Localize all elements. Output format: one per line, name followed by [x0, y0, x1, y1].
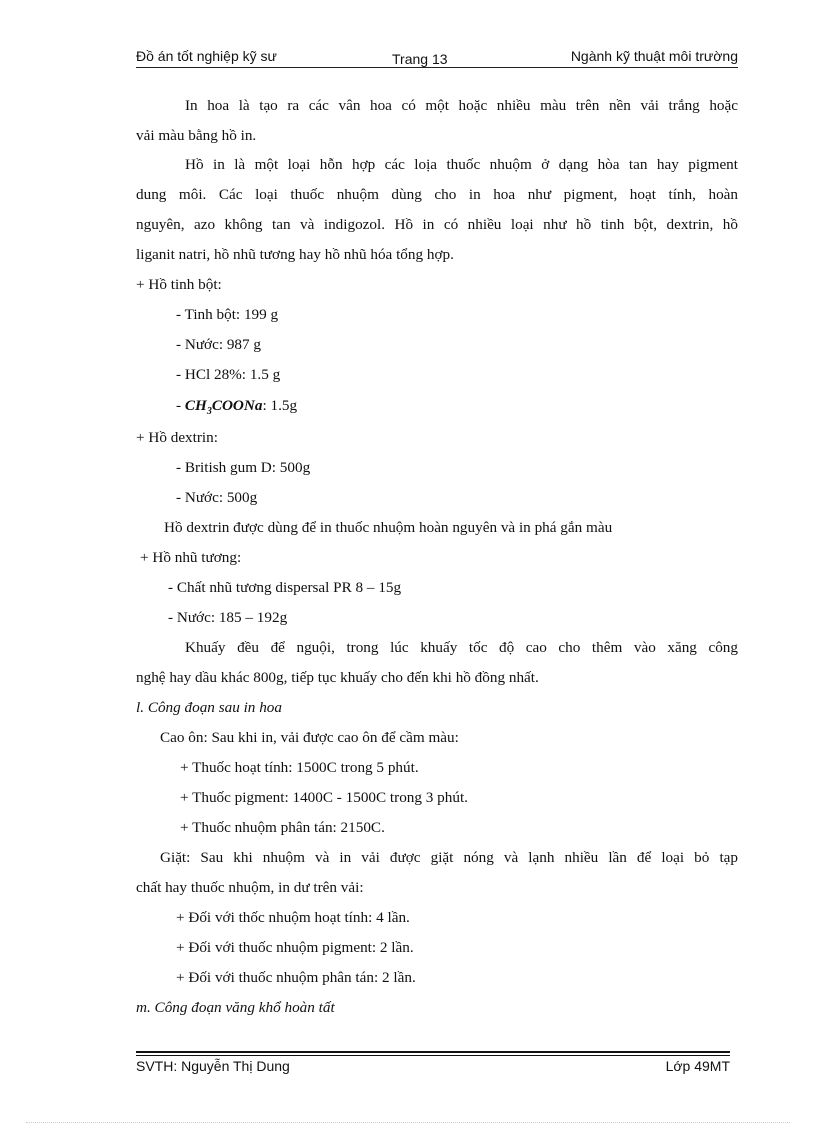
paragraph-line: vải màu bằng hồ in.	[136, 127, 257, 144]
paragraph-line: nghệ hay dầu khác 800g, tiếp tục khuấy cho đến khi hồ đồng nhất.	[136, 669, 539, 686]
list-item: + Đối với thốc nhuộm hoạt tính: 4 lần.	[176, 909, 410, 926]
section-heading: l. Công đoạn sau in hoa	[136, 699, 282, 716]
header-page-number: Trang 13	[392, 51, 448, 67]
paragraph-line: dung môi. Các loại thuốc nhuộm dùng cho in hoa như pigment, hoạt tính, hoàn	[136, 186, 738, 203]
chemical-formula	[184, 397, 263, 418]
list-item	[176, 396, 297, 422]
footer-author: SVTH: Nguyễn Thị Dung	[136, 1058, 290, 1074]
list-item: - Nước: 987 g	[176, 336, 262, 353]
list-item: - HCl 28%: 1.5 g	[176, 366, 281, 383]
chem-part-a: CH	[184, 397, 207, 414]
section-heading: m. Công đoạn văng khổ hoàn tất	[136, 999, 335, 1016]
section-title: + Hồ dextrin:	[136, 429, 218, 446]
chem-part-b: COONa	[211, 397, 263, 414]
paragraph-line: nguyên, azo không tan và indigozol. Hồ in có nhiều loại như hồ tinh bột, dextrin, hồ	[136, 216, 738, 233]
section-title: + Hồ nhũ tương:	[140, 549, 242, 566]
list-item: + Thuốc hoạt tính: 1500C trong 5 phút.	[180, 759, 419, 776]
paragraph-line: chất hay thuốc nhuộm, in dư trên vải:	[136, 879, 364, 896]
page-footer	[136, 1058, 730, 1078]
footer-rule-thin	[136, 1055, 730, 1056]
list-dash: -	[176, 397, 182, 414]
list-item: - British gum D: 500g	[176, 459, 311, 476]
section-title: + Hồ tinh bột:	[136, 276, 222, 293]
paragraph-line: In hoa là tạo ra các vân hoa có một hoặc nhiều màu trên nền vải trắng hoặc	[185, 97, 738, 114]
list-item: - Nước: 185 – 192g	[168, 609, 288, 626]
list-item: + Thuốc pigment: 1400C - 1500C trong 3 phút.	[180, 789, 468, 806]
list-item: + Đối với thuốc nhuộm pigment: 2 lần.	[176, 939, 414, 956]
footer-rule-thick	[136, 1051, 730, 1053]
list-item: + Đối với thuốc nhuộm phân tán: 2 lần.	[176, 969, 416, 986]
paragraph-line: Khuấy đều để nguội, trong lúc khuấy tốc độ cao cho thêm vào xăng công	[185, 639, 738, 656]
chem-subscript: 3	[206, 406, 212, 418]
paragraph-line: Cao ôn: Sau khi in, vải được cao ôn để cầm màu:	[160, 729, 459, 746]
header-rule	[136, 67, 738, 68]
list-item: + Thuốc nhuộm phân tán: 2150C.	[180, 819, 385, 836]
header-left: Đồ án tốt nghiệp kỹ sư	[136, 48, 277, 64]
list-item: - Chất nhũ tương dispersal PR 8 – 15g	[168, 579, 402, 596]
list-item: - Tinh bột: 199 g	[176, 306, 279, 323]
list-value: : 1.5g	[262, 397, 298, 414]
footer-class: Lớp 49MT	[665, 1058, 730, 1074]
paragraph-line: liganit natri, hồ nhũ tương hay hồ nhũ hóa tổng hợp.	[136, 246, 454, 263]
header-right: Ngành kỹ thuật môi trường	[570, 48, 738, 64]
list-item: - Nước: 500g	[176, 489, 258, 506]
paragraph-line: Giặt: Sau khi nhuộm và in vải được giặt nóng và lạnh nhiều lần để loại bỏ tạp	[160, 849, 738, 866]
paragraph-line: Hồ dextrin được dùng để in thuốc nhuộm hoàn nguyên và in phá gắn màu	[164, 519, 613, 536]
page-header	[136, 48, 738, 68]
paragraph-line: Hồ in là một loại hỗn hợp các loịa thuốc nhuộm ở dạng hòa tan hay pigment	[185, 156, 738, 173]
